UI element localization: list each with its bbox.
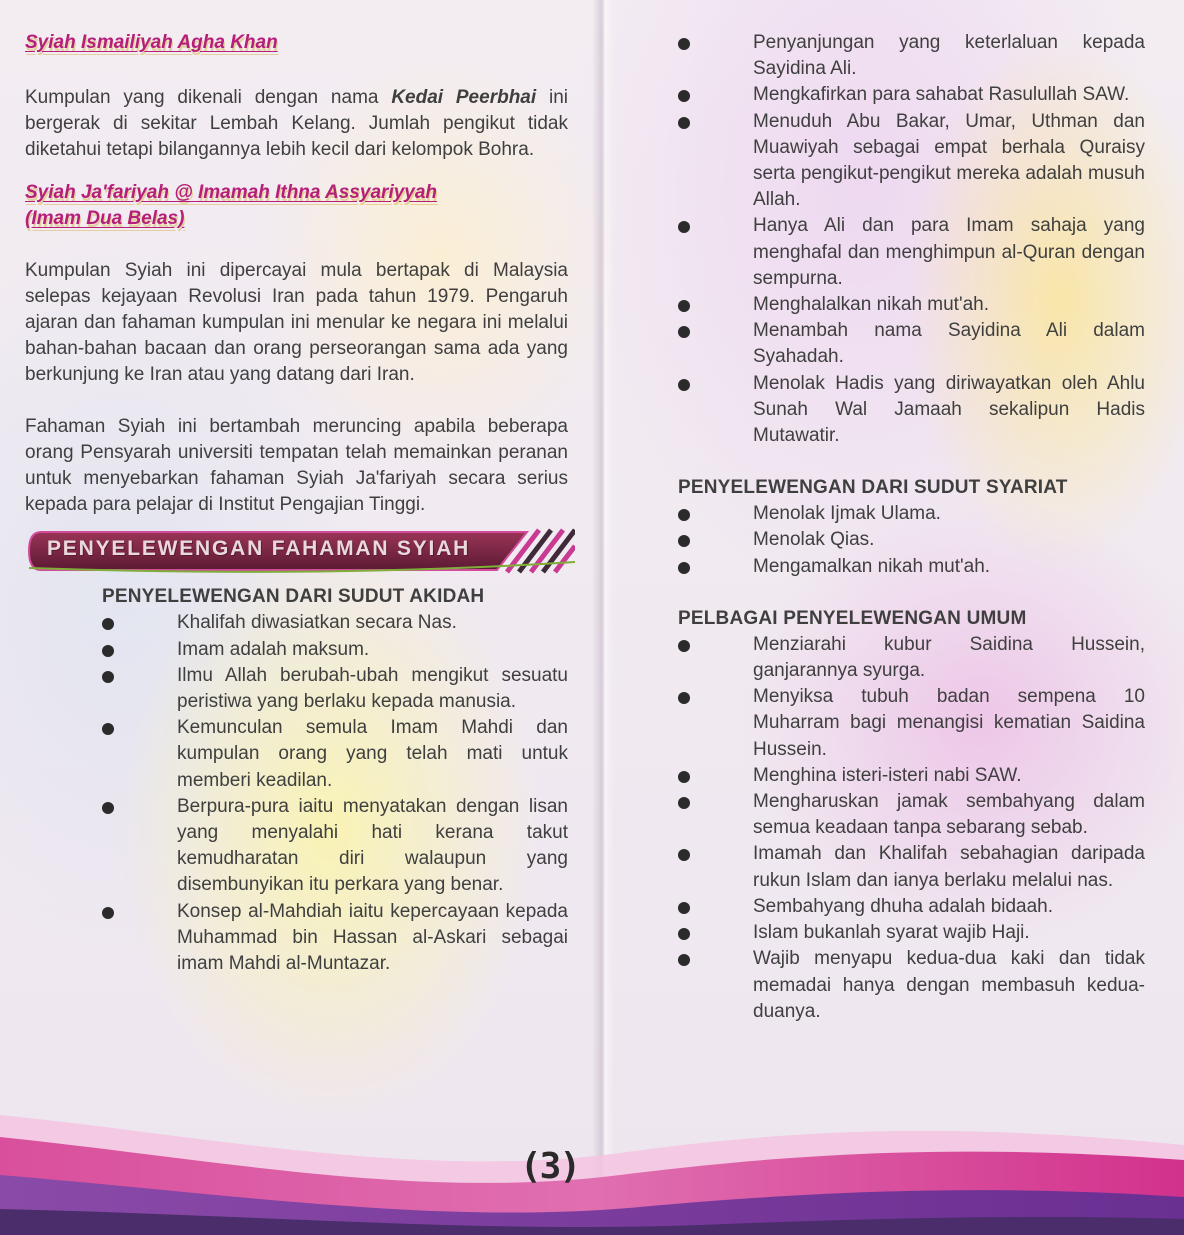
heading-syariat: PENYELEWENGAN DARI SUDUT SYARIAT xyxy=(678,477,1068,499)
bullet-icon xyxy=(678,849,690,861)
page-fold xyxy=(592,0,614,1235)
decorative-wave xyxy=(0,1105,1184,1235)
bullet-icon xyxy=(678,300,690,312)
bullet-icon xyxy=(678,379,690,391)
list-item: Konsep al-Mahdiah iaitu kepercayaan kepada Muhammad bin Hassan al-Askari sebagai imam Mahdi al-Muntazar. xyxy=(102,899,568,978)
list-item: Berpura-pura iaitu menyatakan dengan lisan yang menyalahi hati kerana takut kemudharatan diri walaupun yang disembunyikan itu perkara yang benar. xyxy=(102,794,568,899)
heading-umum: PELBAGAI PENYELEWENGAN UMUM xyxy=(678,607,1027,629)
akidah-block xyxy=(25,584,568,977)
list-item: Menziarahi kubur Saidina Hussein, ganjarannya syurga. xyxy=(678,632,1145,684)
list-item: Menolak Ijmak Ulama. xyxy=(678,501,1145,527)
bullet-icon xyxy=(102,907,114,919)
page-number: (3) xyxy=(520,1146,580,1187)
list-item: Imamah dan Khalifah sebahagian daripada rukun Islam dan ianya berlaku melalui nas. xyxy=(678,841,1145,893)
banner-penyelewengan xyxy=(27,528,575,574)
heading-akidah: PENYELEWENGAN DARI SUDUT AKIDAH xyxy=(102,586,485,608)
akidah-list-continued xyxy=(678,30,1145,449)
right-column xyxy=(678,30,1145,1025)
bullet-icon xyxy=(678,38,690,50)
bullet-icon xyxy=(678,692,690,704)
bullet-icon xyxy=(678,771,690,783)
bullet-icon xyxy=(678,797,690,809)
section-title-jafariyah: Syiah Ja'fariyah @ Imamah Ithna Assyariyyah (Imam Dua Belas) xyxy=(25,181,438,229)
list-item: Menyiksa tubuh badan sempena 10 Muharram bagi menangisi kematian Saidina Hussein. xyxy=(678,684,1145,763)
bullet-icon xyxy=(102,802,114,814)
list-item: Menuduh Abu Bakar, Umar, Uthman dan Muawiyah sebagai empat berhala Quraisy serta pengikut-pengikut mereka adalah musuh Allah. xyxy=(678,109,1145,214)
list-item: Wajib menyapu kedua-dua kaki dan tidak memadai hanya dengan membasuh kedua-duanya. xyxy=(678,946,1145,1025)
bullet-icon xyxy=(678,640,690,652)
syariat-list xyxy=(678,501,1145,580)
bullet-icon xyxy=(678,221,690,233)
bullet-icon xyxy=(678,954,690,966)
list-item: Kemunculan semula Imam Mahdi dan kumpulan orang yang telah mati untuk memberi keadilan. xyxy=(102,715,568,794)
akidah-list xyxy=(102,610,568,977)
list-item: Mengharuskan jamak sembahyang dalam semua keadaan tanpa sebarang sebab. xyxy=(678,789,1145,841)
bullet-icon xyxy=(678,117,690,129)
list-item: Mengkafirkan para sahabat Rasulullah SAW. xyxy=(678,82,1145,108)
left-column xyxy=(25,30,568,977)
bullet-icon xyxy=(102,723,114,735)
list-item: Khalifah diwasiatkan secara Nas. xyxy=(102,610,568,636)
bullet-icon xyxy=(678,902,690,914)
bullet-icon xyxy=(678,509,690,521)
banner-label: PENYELEWENGAN FAHAMAN SYIAH xyxy=(47,537,471,561)
bullet-icon xyxy=(102,618,114,630)
list-item: Menolak Qias. xyxy=(678,527,1145,553)
bullet-icon xyxy=(678,535,690,547)
list-item: Menolak Hadis yang diriwayatkan oleh Ahlu Sunah Wal Jamaah sekalipun Hadis Mutawatir. xyxy=(678,371,1145,450)
emphasis-kedai-peerbhai: Kedai Peerbhai xyxy=(391,87,537,108)
paragraph-jafariyah-spread: Fahaman Syiah ini bertambah meruncing apabila beberapa orang Pensyarah universiti tempatan telah memainkan peranan untuk menyebarkan fahaman Syiah Ja'fariyah secara serius kepada para pelajar di Institut Pengajian Tinggi. xyxy=(25,415,568,516)
paragraph-jafariyah-history: Kumpulan Syiah ini dipercayai mula bertapak di Malaysia selepas kejayaan Revolusi Iran pada tahun 1979. Pengaruh ajaran dan fahaman kumpulan ini menular ke negara ini melalui bahan-bahan bacaan dan orang perseorangan sama ada yang berkunjung ke Iran atau yang datang dari Iran. xyxy=(25,259,568,386)
paragraph-ismailiyah: Kumpulan yang dikenali dengan nama Kedai Peerbhai ini bergerak di sekitar Lembah Kelang. Jumlah pengikut tidak diketahui tetapi bilangannya lebih kecil dari kelompok Bohra. xyxy=(25,87,569,161)
list-item: Sembahyang dhuha adalah bidaah. xyxy=(678,894,1145,920)
list-item: Menambah nama Sayidina Ali dalam Syahadah. xyxy=(678,318,1145,370)
list-item: Menghina isteri-isteri nabi SAW. xyxy=(678,763,1145,789)
list-item: Menghalalkan nikah mut'ah. xyxy=(678,292,1145,318)
list-item: Hanya Ali dan para Imam sahaja yang menghafal dan menghimpun al-Quran dengan sempurna. xyxy=(678,213,1145,292)
section-title-ismailiyah: Syiah Ismailiyah Agha Khan xyxy=(25,32,278,53)
bullet-icon xyxy=(678,326,690,338)
bullet-icon xyxy=(678,562,690,574)
bullet-icon xyxy=(678,928,690,940)
list-item: Mengamalkan nikah mut'ah. xyxy=(678,554,1145,580)
list-item: Islam bukanlah syarat wajib Haji. xyxy=(678,920,1145,946)
bullet-icon xyxy=(678,90,690,102)
list-item: Ilmu Allah berubah-ubah mengikut sesuatu peristiwa yang berlaku kepada manusia. xyxy=(102,663,568,715)
list-item: Imam adalah maksum. xyxy=(102,637,568,663)
umum-list xyxy=(678,632,1145,1025)
list-item: Penyanjungan yang keterlaluan kepada Sayidina Ali. xyxy=(678,30,1145,82)
bullet-icon xyxy=(102,671,114,683)
bullet-icon xyxy=(102,645,114,657)
